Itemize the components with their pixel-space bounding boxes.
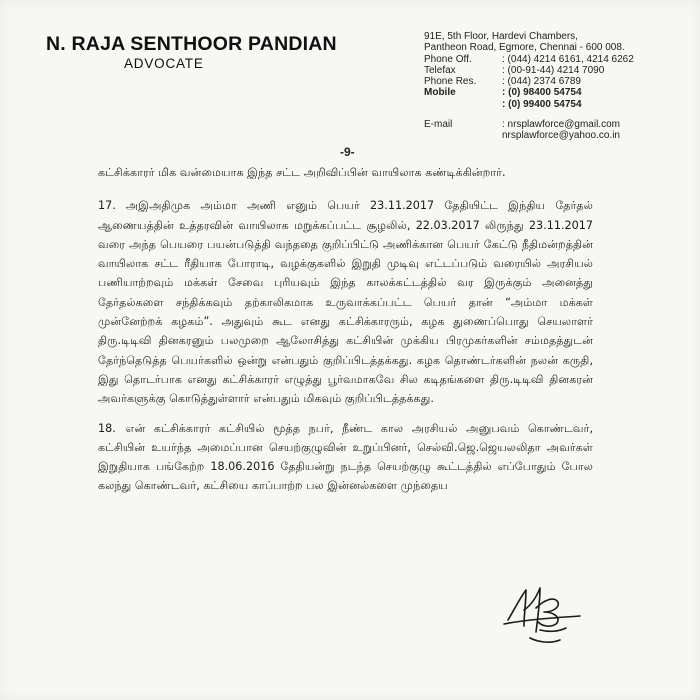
letter-body <box>98 163 593 506</box>
contact-label <box>424 99 502 110</box>
paragraph-continuation <box>98 163 593 182</box>
contact-label <box>424 130 502 141</box>
address-line-2: Pantheon Road, Egmore, Chennai - 600 008. <box>424 42 625 54</box>
contact-mobile-2 <box>424 99 674 110</box>
letterhead-name: N. RAJA SENTHOOR PANDIAN <box>46 33 337 55</box>
letterhead-address-block <box>424 31 674 142</box>
contact-value: : (044) 2374 6789 <box>502 76 581 88</box>
contact-label: Mobile <box>424 87 456 99</box>
contact-mobile-1 <box>424 87 674 98</box>
contact-label: E-mail <box>424 119 453 131</box>
contact-phone-office <box>424 54 674 65</box>
paragraph-number: 18. <box>98 421 116 435</box>
contact-label: Phone Res. <box>424 76 477 88</box>
page-number: -9- <box>340 145 355 159</box>
contact-value: nrsplawforce@yahoo.co.in <box>502 130 620 142</box>
contact-value: : nrsplawforce@gmail.com <box>502 119 620 131</box>
paragraph-text: என் கட்சிக்காரர் கட்சியில் மூத்த நபர், நீண்ட கால அரசியல் அனுபவம் கொண்டவர், கட்சியின் உயர்ந்த அமைப்பான செயற்குழுவின் உறுப்பினர், செல்வி.ஜெ.ஜெயலலிதா அவர்கள் இறுதியாக பங்கேற்ற 18.06.2016 தேதியன்று நடந்த செயற்குழு கூட்டத்தில் எப்போதும் போல கலந்து கொண்டவர், கட்சியை காப்பாற்ற பல இன்னல்களை முந்தைய <box>98 421 593 493</box>
contact-label: Telefax <box>424 64 456 76</box>
paragraph-17 <box>98 196 593 408</box>
contact-value: : (0) 99400 54754 <box>502 98 582 110</box>
contact-email-1 <box>424 119 674 130</box>
paragraph-text: அஇஅதிமுக அம்மா அணி எனும் பெயர் 23.11.2017 தேதியிட்ட இந்திய தேர்தல் ஆணையத்தின் உத்தரவின் வாயிலாக மறுக்கப்பட்ட சூழலில், 22.03.2017 லிருந்து 23.11.2017 வரை அந்த பெயரை பயன்படுத்தி வந்ததை குறிப்பிட்டு அணிக்கான பெயர் கேட்டு நீதிமன்றத்தின் வாயிலாக சட்ட ரீதியாக போராடி, வழக்குகளில் இறுதி முடிவு எட்டப்படும் வரையில் அரசியல் பணியாற்றவும் மக்கள் சேவை புரியவும் இந்த காலக்கட்டத்தில் வர இருக்கும் அனைத்து தேர்தல்களை சந்திக்கவும் தற்காலிகமாக உருவாக்கப்பட்ட பெயர் தான் “அம்மா மக்கள் முன்னேற்றக் கழகம்”. அதுவும் கூட எனது கட்சிக்காரரும், கழக துணைப்பொது செயலாளர் திரு.டிடிவி தினகரனும் பலமுறை ஆலோசித்து கட்சியின் முக்கிய பிரமுகர்களின் சம்மதத்துடன் தேர்ந்தெடுத்த பெயர்களில் ஒன்று என்பதும் குறிப்பிடத்தக்கது. கழக தொண்டர்களின் நலன் கருதி, இது தொடர்பாக எனது கட்சிக்காரர் எழுத்து பூர்வமாகவே சில கடிதங்களை திரு.டிடிவி தினகரன் அவர்களுக்கு கொடுத்துள்ளார் என்பதும் மிகவும் குறிப்பிடத்தக்கது. <box>98 199 593 406</box>
address-line-1: 91E, 5th Floor, Hardevi Chambers, <box>424 31 578 42</box>
contact-value: : (044) 4214 6161, 4214 6262 <box>502 53 634 65</box>
contact-label: Phone Off. <box>424 53 472 65</box>
contact-value: : (0) 98400 54754 <box>502 87 582 99</box>
paragraph-number: 17. <box>98 199 116 213</box>
signature-icon <box>500 580 590 650</box>
paragraph-18 <box>98 419 593 496</box>
contact-phone-residence <box>424 76 674 87</box>
contact-telefax <box>424 65 674 76</box>
contact-value: : (00-91-44) 4214 7090 <box>502 64 605 76</box>
letterhead-title: ADVOCATE <box>124 56 204 71</box>
paragraph-text: கட்சிக்காரர் மிக வன்மையாக இந்த சட்ட அறிவிப்பின் வாயிலாக கண்டிக்கின்றார். <box>98 166 506 179</box>
contact-email-2 <box>424 130 674 141</box>
